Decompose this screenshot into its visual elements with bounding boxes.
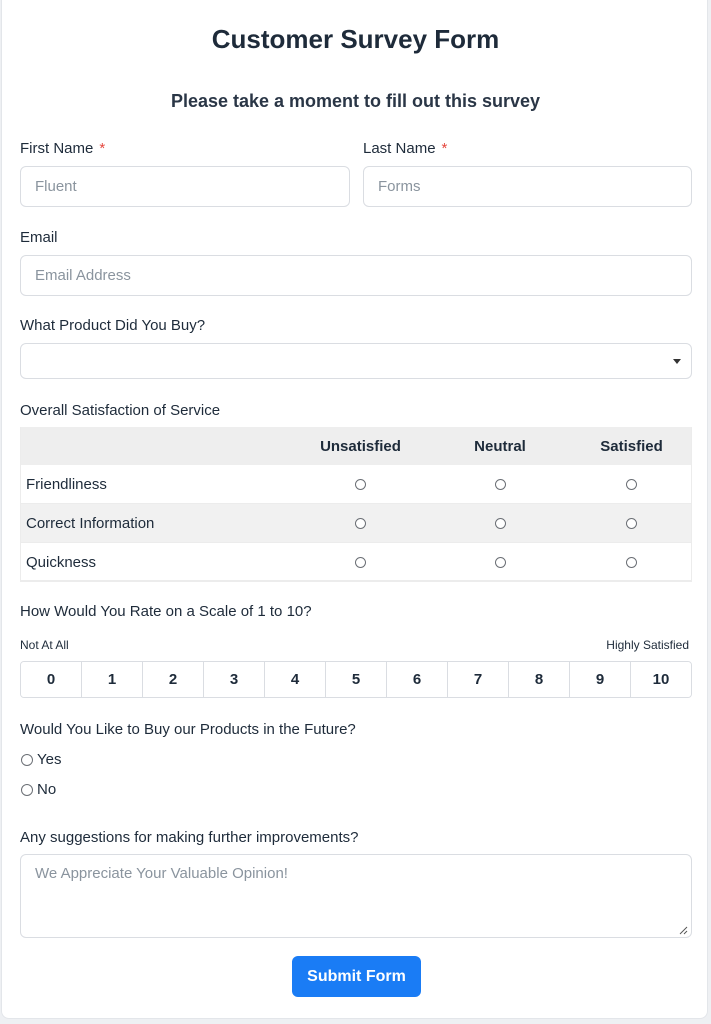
quickness-unsatisfied-radio[interactable]	[355, 557, 366, 568]
matrix-header-row	[20, 427, 692, 465]
future-yes-radio[interactable]	[21, 754, 33, 766]
form-subtitle: Please take a moment to fill out this survey	[170, 91, 541, 111]
rating-option-4[interactable]: 4	[264, 662, 325, 697]
quickness-neutral-radio[interactable]	[495, 557, 506, 568]
friendliness-neutral-radio[interactable]	[495, 479, 506, 490]
future-no-radio[interactable]	[21, 784, 33, 796]
matrix-col-neutral: Neutral	[429, 427, 571, 465]
future-yes-label: Yes	[37, 751, 62, 768]
satisfaction-label: Overall Satisfaction of Service	[20, 402, 221, 419]
matrix-header-blank	[20, 427, 292, 465]
last-name-label	[363, 140, 447, 157]
email-label: Email	[20, 229, 58, 246]
chevron-down-icon	[673, 359, 681, 364]
future-label: Would You Like to Buy our Products in the Future?	[20, 721, 356, 738]
matrix-row-label: Correct Information	[20, 504, 292, 543]
matrix-col-satisfied: Satisfied	[571, 427, 692, 465]
matrix-row-correct-information	[20, 504, 692, 543]
last-name-label-text: Last Name	[363, 140, 436, 157]
rating-min-caption: Not At All	[20, 638, 69, 652]
rating-option-0[interactable]: 0	[21, 662, 81, 697]
quickness-satisfied-radio[interactable]	[626, 557, 637, 568]
matrix-row-quickness	[20, 543, 692, 582]
satisfaction-matrix	[20, 427, 692, 582]
email-input[interactable]	[20, 255, 692, 296]
product-select[interactable]	[20, 343, 692, 379]
resize-grip-icon[interactable]	[678, 925, 688, 935]
matrix-col-unsatisfied: Unsatisfied	[292, 427, 429, 465]
first-name-input[interactable]	[20, 166, 350, 207]
rating-scale	[20, 661, 692, 698]
correct-information-unsatisfied-radio[interactable]	[355, 518, 366, 529]
submit-button[interactable]: Submit Form	[292, 956, 421, 997]
matrix-row-label: Friendliness	[20, 465, 292, 504]
required-marker: *	[441, 140, 448, 157]
required-marker: *	[99, 140, 106, 157]
form-title: Customer Survey Form	[211, 24, 500, 54]
rating-option-2[interactable]: 2	[142, 662, 203, 697]
product-label: What Product Did You Buy?	[20, 317, 206, 334]
friendliness-unsatisfied-radio[interactable]	[355, 479, 366, 490]
rating-option-8[interactable]: 8	[508, 662, 569, 697]
survey-form-card	[1, 0, 708, 1019]
matrix-row-friendliness	[20, 465, 692, 504]
rating-label: How Would You Rate on a Scale of 1 to 10?	[20, 603, 312, 620]
first-name-label-text: First Name	[20, 140, 94, 157]
correct-information-satisfied-radio[interactable]	[626, 518, 637, 529]
rating-option-5[interactable]: 5	[325, 662, 386, 697]
rating-option-7[interactable]: 7	[447, 662, 508, 697]
suggestions-label: Any suggestions for making further improvements?	[20, 829, 359, 846]
suggestions-textarea[interactable]	[20, 854, 692, 938]
rating-option-1[interactable]: 1	[81, 662, 142, 697]
future-option-yes[interactable]	[21, 751, 61, 768]
last-name-input[interactable]	[363, 166, 692, 207]
first-name-label	[20, 140, 105, 157]
rating-max-caption: Highly Satisfied	[606, 638, 689, 652]
correct-information-neutral-radio[interactable]	[495, 518, 506, 529]
friendliness-satisfied-radio[interactable]	[626, 479, 637, 490]
rating-option-6[interactable]: 6	[386, 662, 447, 697]
future-option-no[interactable]	[21, 781, 56, 798]
future-no-label: No	[37, 781, 57, 798]
matrix-row-label: Quickness	[20, 543, 292, 582]
rating-option-9[interactable]: 9	[569, 662, 630, 697]
rating-option-3[interactable]: 3	[203, 662, 264, 697]
rating-option-10[interactable]: 10	[630, 662, 691, 697]
